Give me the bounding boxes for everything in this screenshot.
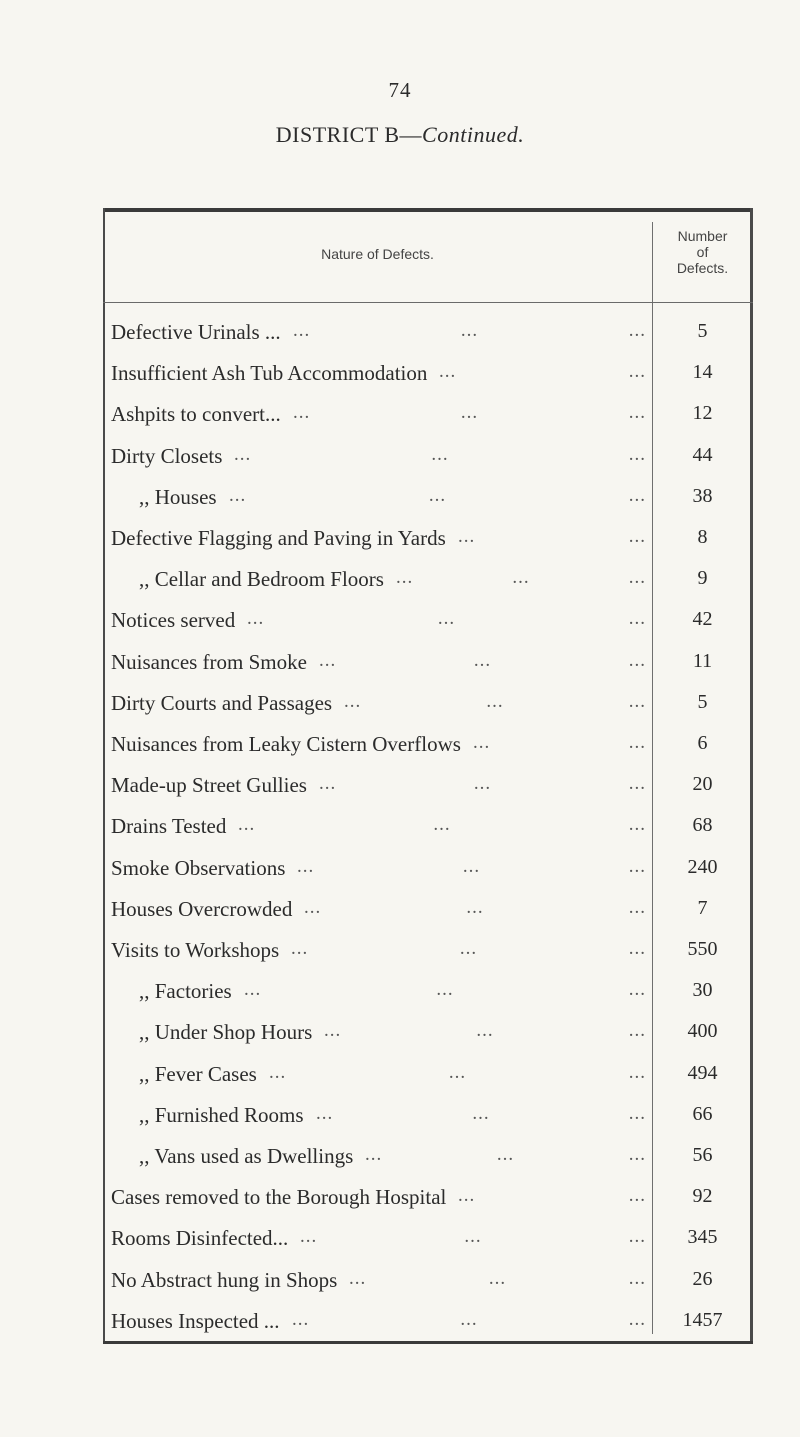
- defect-label: ,, Furnished Rooms: [139, 1102, 304, 1127]
- leader-dot-group: ...: [458, 526, 476, 547]
- leader-dots: [458, 1185, 646, 1207]
- leader-dot-group: ...: [496, 1144, 515, 1165]
- defect-count: 20: [692, 773, 713, 796]
- table-row: [103, 932, 753, 973]
- leader-dot-group: ...: [628, 1020, 646, 1042]
- leader-dot-group: ...: [628, 608, 646, 630]
- table-row: [103, 685, 753, 726]
- leader-dot-group: ...: [628, 690, 646, 712]
- leader-dot-group: ...: [628, 1185, 646, 1207]
- defect-count: 8: [697, 526, 708, 548]
- table-top-rule: [103, 208, 753, 212]
- table-row: [103, 1138, 753, 1179]
- table-row: [103, 767, 753, 808]
- leader-dots: [365, 1144, 646, 1166]
- leader-dot-group: ...: [628, 773, 646, 795]
- defect-label: Defective Urinals ...: [111, 320, 281, 344]
- leader-dot-group: ...: [628, 484, 646, 506]
- table-row: [103, 438, 753, 479]
- leader-dot-group: ...: [459, 938, 478, 959]
- table-row: [103, 1303, 753, 1344]
- header-number-line: of: [696, 244, 709, 260]
- leader-dot-group: ...: [628, 649, 646, 671]
- leader-dot-group: ...: [349, 1267, 367, 1289]
- leader-dots: [319, 773, 646, 795]
- defect-label: Drains Tested: [111, 814, 227, 839]
- leader-dot-group: ...: [628, 1144, 646, 1165]
- defect-label: Made-up Street Gullies: [111, 773, 307, 798]
- leader-dot-group: ...: [247, 608, 265, 630]
- defect-label: Defective Flagging and Paving in Yards: [111, 526, 446, 550]
- leader-dots: [247, 608, 646, 630]
- defect-count: 11: [692, 649, 713, 672]
- leader-dot-group: ...: [628, 361, 646, 383]
- leader-dot-group: ...: [448, 1061, 467, 1083]
- defect-count: 1457: [682, 1308, 723, 1331]
- leader-dot-group: ...: [458, 1185, 476, 1207]
- title-continued: Continued.: [422, 122, 525, 147]
- leader-dot-group: ...: [269, 1061, 287, 1083]
- defect-count: 400: [687, 1020, 718, 1043]
- defect-count: 68: [692, 814, 713, 837]
- leader-dot-group: ...: [472, 1102, 490, 1124]
- leader-dot-group: ...: [628, 1102, 646, 1124]
- defect-label: Dirty Courts and Passages: [111, 690, 333, 715]
- leader-dots: [396, 567, 646, 589]
- leader-dot-group: ...: [344, 690, 362, 712]
- header-number-line: Number: [677, 228, 728, 244]
- defect-label: ,, Under Shop Hours: [139, 1020, 313, 1045]
- leader-dot-group: ...: [431, 443, 449, 465]
- leader-dot-group: ...: [466, 896, 484, 918]
- leader-dot-group: ...: [628, 814, 646, 836]
- defect-label: ,, Houses: [139, 484, 217, 509]
- defect-count: 42: [692, 608, 713, 631]
- leader-dots: [304, 897, 646, 919]
- leader-dot-group: ...: [628, 896, 646, 918]
- defect-label: No Abstract hung in Shops: [111, 1267, 338, 1292]
- table-row: [103, 561, 753, 602]
- leader-dot-group: ...: [300, 1226, 318, 1248]
- defect-label: ,, Fever Cases: [139, 1061, 257, 1086]
- defect-count: 9: [697, 567, 708, 590]
- leader-dot-group: ...: [462, 855, 481, 877]
- table-row: [103, 1262, 753, 1303]
- leader-dot-group: ...: [293, 402, 311, 424]
- leader-dot-group: ...: [293, 320, 311, 341]
- leader-dot-group: ...: [473, 649, 492, 671]
- leader-dots: [234, 444, 646, 466]
- defect-label: Smoke Observations: [111, 855, 286, 880]
- leader-dot-group: ...: [628, 567, 646, 589]
- defect-count: 345: [687, 1226, 718, 1249]
- table-row: [103, 726, 753, 767]
- defect-label: Houses Inspected ...: [111, 1308, 280, 1333]
- leader-dot-group: ...: [628, 855, 646, 877]
- page-title: [0, 122, 800, 148]
- header-nature-of-defects: Nature of Defects.: [321, 246, 434, 262]
- leader-dot-group: ...: [292, 1308, 310, 1330]
- leader-dot-group: ...: [628, 938, 646, 959]
- defect-label: Cases removed to the Borough Hospital: [111, 1185, 447, 1210]
- leader-dot-group: ...: [244, 979, 262, 1001]
- leader-dots: [324, 1020, 646, 1042]
- defect-count: 6: [697, 732, 708, 754]
- leader-dot-group: ...: [628, 1226, 646, 1248]
- leader-dots: [293, 320, 646, 342]
- table-row: [103, 479, 753, 520]
- leader-dot-group: ...: [460, 320, 479, 341]
- defect-count: 44: [692, 443, 713, 466]
- defect-label: ,, Factories: [139, 979, 232, 1004]
- defect-count: 56: [692, 1144, 713, 1166]
- leader-dots: [300, 1226, 646, 1248]
- defect-count: 5: [697, 320, 708, 342]
- defect-count: 30: [692, 979, 713, 1002]
- leader-dot-group: ...: [291, 938, 309, 959]
- defect-count: 92: [692, 1185, 713, 1208]
- table-row: [103, 396, 753, 437]
- table-row: [103, 644, 753, 685]
- defect-label: Nuisances from Leaky Cistern Overflows: [111, 732, 461, 756]
- table-row: [103, 850, 753, 891]
- leader-dots: [297, 856, 646, 878]
- table-row: [103, 973, 753, 1014]
- defect-label: Rooms Disinfected...: [111, 1226, 289, 1251]
- leader-dot-group: ...: [229, 484, 247, 506]
- defect-label: Insufficient Ash Tub Accommodation: [111, 361, 428, 386]
- defect-label: Dirty Closets: [111, 443, 223, 468]
- leader-dot-group: ...: [464, 1226, 482, 1248]
- leader-dot-group: ...: [628, 443, 646, 465]
- leader-dots: [349, 1268, 646, 1290]
- leader-dot-group: ...: [460, 1308, 478, 1330]
- header-rule: [103, 302, 753, 303]
- leader-dots: [229, 485, 646, 507]
- page-number: 74: [388, 78, 412, 102]
- leader-dot-group: ...: [628, 732, 646, 753]
- defect-count: 26: [692, 1267, 713, 1290]
- leader-dot-group: ...: [628, 320, 646, 341]
- leader-dots: [292, 1309, 646, 1331]
- leader-dots: [238, 814, 646, 836]
- leader-dot-group: ...: [628, 1308, 646, 1330]
- leader-dot-group: ...: [234, 443, 252, 465]
- table-row: [103, 520, 753, 561]
- leader-dot-group: ...: [476, 1020, 494, 1042]
- leader-dots: [439, 361, 646, 383]
- defect-count: 14: [692, 361, 713, 384]
- header-number-line: Defects.: [676, 260, 729, 276]
- defect-label: Nuisances from Smoke: [111, 649, 307, 674]
- leader-dot-group: ...: [365, 1144, 383, 1165]
- table-row: [103, 602, 753, 643]
- leader-dot-group: ...: [324, 1020, 342, 1042]
- table-row: [103, 1097, 753, 1138]
- leader-dot-group: ...: [628, 979, 646, 1001]
- defect-count: 66: [692, 1102, 713, 1125]
- leader-dot-group: ...: [460, 402, 479, 424]
- leader-dot-group: ...: [473, 732, 491, 753]
- defect-label: Houses Overcrowded: [111, 896, 293, 921]
- table-row: [103, 1014, 753, 1055]
- defect-label: Visits to Workshops: [111, 938, 280, 962]
- leader-dots: [319, 650, 646, 672]
- defect-count: 38: [692, 484, 713, 507]
- leader-dot-group: ...: [319, 649, 337, 671]
- defect-count: 494: [687, 1061, 718, 1084]
- title-district: DISTRICT B—: [275, 122, 423, 147]
- leader-dots: [344, 691, 646, 713]
- table-row: [103, 355, 753, 396]
- leader-dot-group: ...: [297, 855, 315, 877]
- leader-dot-group: ...: [628, 1267, 646, 1289]
- leader-dot-group: ...: [439, 361, 457, 383]
- table-row: [103, 1179, 753, 1220]
- leader-dot-group: ...: [628, 1061, 646, 1083]
- table-row: [103, 808, 753, 849]
- table-row: [103, 1220, 753, 1261]
- defect-label: ,, Cellar and Bedroom Floors: [139, 567, 384, 592]
- defect-count: 12: [692, 402, 713, 425]
- leader-dot-group: ...: [428, 484, 447, 506]
- leader-dot-group: ...: [628, 526, 646, 547]
- defect-count: 240: [687, 855, 718, 878]
- leader-dot-group: ...: [486, 690, 504, 712]
- leader-dots: [293, 402, 646, 424]
- leader-dot-group: ...: [512, 567, 530, 589]
- leader-dot-group: ...: [316, 1102, 334, 1124]
- defect-count: 5: [697, 690, 708, 713]
- defect-label: Ashpits to convert...: [111, 402, 281, 427]
- leader-dot-group: ...: [488, 1267, 507, 1289]
- leader-dot-group: ...: [433, 814, 451, 836]
- leader-dots: [458, 526, 646, 548]
- leader-dot-group: ...: [437, 608, 456, 630]
- leader-dots: [291, 938, 646, 960]
- leader-dot-group: ...: [473, 773, 492, 795]
- defect-label: ,, Vans used as Dwellings: [139, 1144, 354, 1168]
- defect-count: 550: [687, 938, 718, 960]
- leader-dot-group: ...: [436, 979, 454, 1001]
- leader-dots: [316, 1103, 646, 1125]
- leader-dots: [244, 979, 646, 1001]
- table-row: [103, 891, 753, 932]
- leader-dots: [269, 1062, 646, 1084]
- leader-dot-group: ...: [396, 567, 414, 589]
- leader-dot-group: ...: [304, 896, 322, 918]
- header-number-of-defects: [652, 228, 753, 276]
- defects-table: [103, 208, 753, 1345]
- leader-dot-group: ...: [238, 814, 256, 836]
- defect-count: 7: [697, 896, 708, 919]
- table-row: [103, 314, 753, 355]
- table-row: [103, 1056, 753, 1097]
- leader-dot-group: ...: [628, 402, 646, 424]
- defect-label: Notices served: [111, 608, 236, 633]
- leader-dots: [473, 732, 646, 754]
- leader-dot-group: ...: [319, 773, 337, 795]
